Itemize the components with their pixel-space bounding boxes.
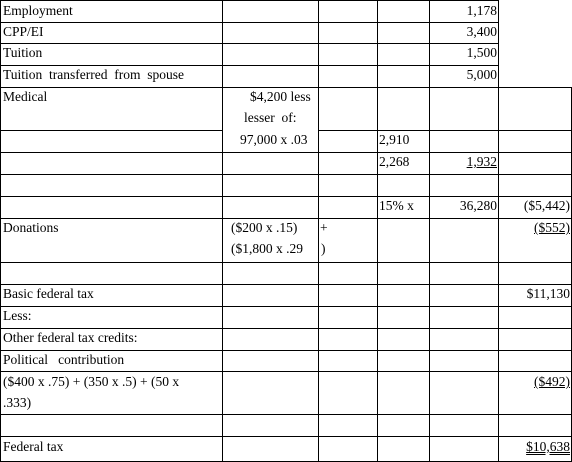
- political-formula-line-2: .333): [3, 395, 32, 410]
- amount-employment: 1,178: [466, 3, 497, 18]
- amount-tuition-spouse: 5,000: [466, 67, 497, 82]
- donations-credit-amount: ($552): [534, 220, 570, 235]
- row-label-political-contribution: Political contribution: [3, 352, 125, 367]
- medical-formula-line-3: 97,000 x .03: [240, 132, 308, 147]
- grid-line: [0, 0, 498, 1]
- row-label-donations: Donations: [3, 220, 59, 235]
- grid-line: [318, 0, 319, 462]
- grid-line: [377, 0, 378, 462]
- grid-line: [0, 306, 572, 307]
- donations-formula-line-2: ($1,800 x .29: [231, 241, 303, 256]
- row-label-federal-tax: Federal tax: [3, 439, 64, 454]
- amount-cpp-ei: 3,400: [466, 24, 497, 39]
- rate-label: 15% x: [379, 198, 414, 213]
- grid-line: [0, 371, 572, 372]
- grid-line: [0, 436, 572, 437]
- row-label-medical: Medical: [3, 89, 48, 104]
- grid-line: [0, 43, 498, 44]
- medical-net-amount: 1,932: [466, 154, 497, 169]
- row-label-other-credits: Other federal tax credits:: [3, 330, 138, 345]
- basic-federal-tax-amount: $11,130: [526, 286, 570, 301]
- medical-value-2: 2,268: [379, 154, 410, 169]
- grid-line: [0, 328, 572, 329]
- grid-line: [0, 87, 572, 88]
- grid-line: [0, 130, 222, 131]
- grid-line: [0, 65, 498, 66]
- non-refundable-credit-amount: ($5,442): [523, 198, 570, 213]
- grid-line: [222, 0, 223, 462]
- medical-formula-line-2: lesser of:: [244, 110, 297, 125]
- grid-line: [0, 284, 572, 285]
- political-formula-line-1: ($400 x .75) + (350 x .5) + (50 x: [3, 374, 180, 389]
- federal-tax-amount: $10,638: [526, 439, 570, 454]
- row-label-employment: Employment: [3, 3, 73, 18]
- medical-formula-line-1: $4,200 less: [250, 89, 311, 104]
- grid-line: [0, 0, 1, 462]
- grid-line: [0, 174, 572, 175]
- medical-value-1: 2,910: [379, 132, 410, 147]
- donations-close-paren: ): [321, 241, 326, 256]
- grid-line: [0, 262, 572, 263]
- row-label-basic-federal-tax: Basic federal tax: [3, 286, 94, 301]
- grid-line: [0, 350, 572, 351]
- grid-line: [318, 130, 572, 131]
- grid-line: [0, 218, 572, 219]
- row-label-tuition-spouse: Tuition transferred from spouse: [3, 67, 184, 82]
- credit-base-amount: 36,280: [459, 198, 497, 213]
- grid-line: [0, 22, 498, 23]
- donations-formula-line-1: ($200 x .15): [231, 220, 298, 235]
- grid-line: [0, 414, 572, 415]
- grid-line: [0, 152, 572, 153]
- amount-tuition: 1,500: [466, 45, 497, 60]
- row-label-cpp-ei: CPP/EI: [3, 24, 44, 39]
- row-label-less: Less:: [3, 308, 32, 323]
- row-label-tuition: Tuition: [3, 45, 43, 60]
- political-credit-amount: ($492): [534, 374, 570, 389]
- grid-line: [0, 196, 572, 197]
- donations-plus-sign: +: [320, 220, 328, 235]
